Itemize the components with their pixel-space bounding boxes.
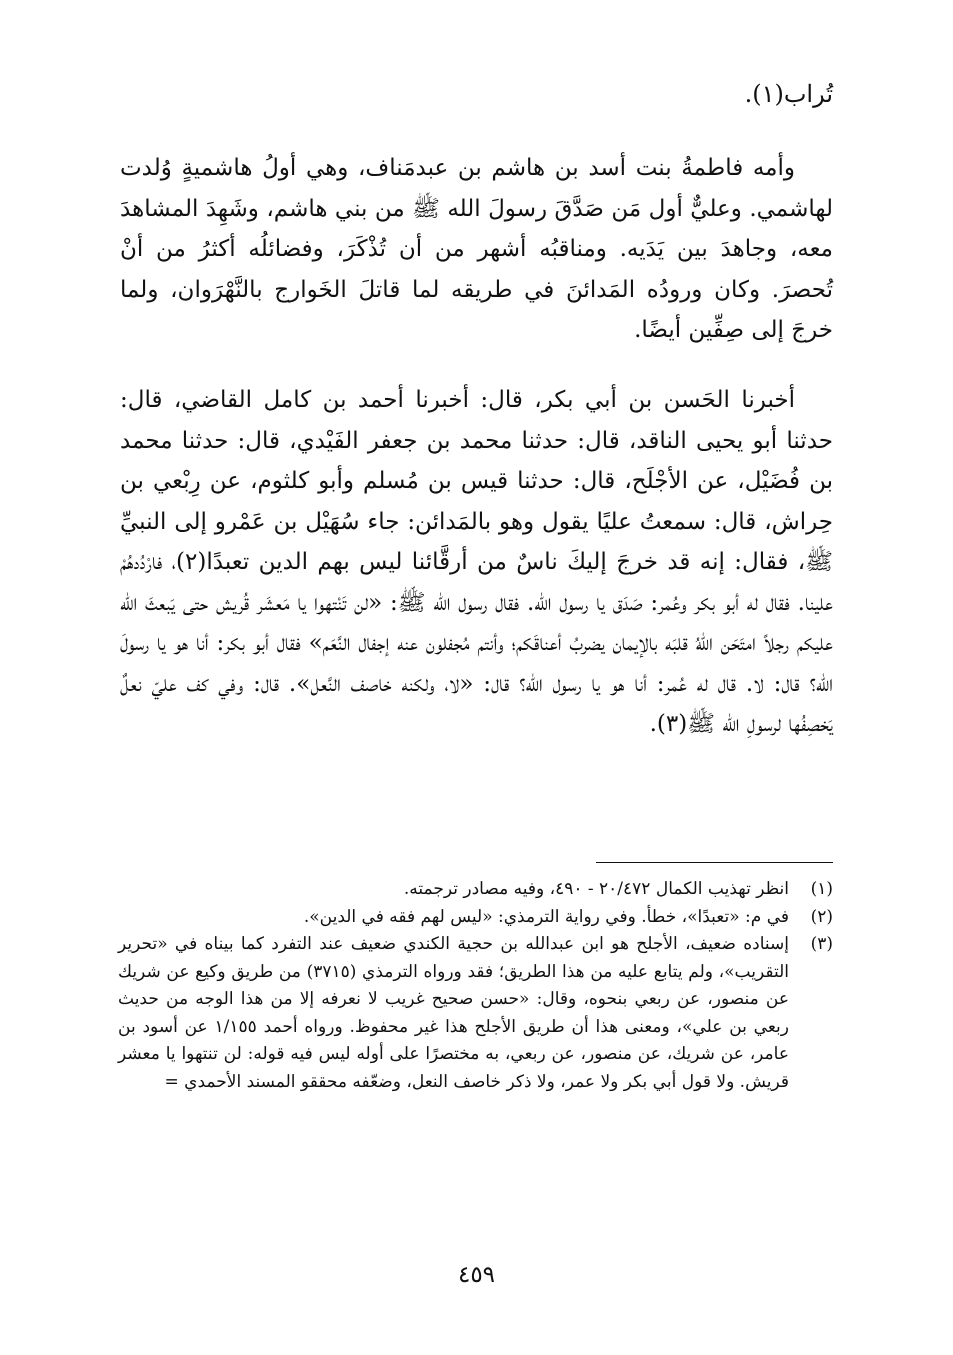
paragraph-1 — [120, 148, 833, 351]
paragraph-2-text: أخبرنا الحَسن بن أبي بكر، قال: أخبرنا أحمد بن كامل القاضي، قال: حدثنا أبو يحيى الناقد، قال: حدثنا محمد بن جعفر الفَيْدي، قال: حدثنا محمد بن فُضَيْل، عن الأجْلَح، قال: حدثنا قيس بن مُسلم وأبو كلثوم، عن رِبْعي بن حِراش، قال: سمعتُ عليًا يقول وهو بالمَدائن: جاء سُهَيْل بن عَمْرو إلى النبيِّ ﷺ، فقال: إنه قد خرجَ إليكَ ناسٌ من أرقَّائنا ليس بهم الدين تعبدًا(٢)، فارْدُدهُمْ علينا. فقال له أبو بكر وعُمر: صَدَق يا رسول الله. فقال رسول الله ﷺ: «لن تَنْتهوا يا مَعشَر قُريش حتى يَبعثَ الله عليكم رجلاً امتَحَن اللهُ قلبَه بالإيمان يضربُ أعناقَكم؛ وأنتم مُجفلون عنه إجفال النَّعَم» فقال أبو بكر: أنا هو يا رسولَ الله؟ قال: لا. قال له عُمر: أنا هو يا رسول الله؟ قال: «لا، ولكنه خاصف النَّعل». قال: وفي كف عليّ نعلٌ يَخصِفُها لرسولِ الله ﷺ(٣). — [120, 387, 834, 737]
footnote-2 — [118, 904, 833, 932]
paragraph-2 — [120, 380, 833, 745]
footnote-text: انظر تهذيب الكمال ٢٠/٤٧٢ - ٤٩٠، وفيه مصادر ترجمته. — [403, 879, 789, 899]
paragraph-1-text: وأمه فاطمةُ بنت أسد بن هاشم بن عبدمَناف، وهي أولُ هاشميةٍ وُلدت لهاشمي. وعليٌّ أول مَن صَدَّقَ رسولَ الله ﷺ من بني هاشم، وشَهِدَ المشاهدَ معه، وجاهدَ بين يَدَيه. ومناقبُه أشهر من أن تُذْكَرَ، وفضائلُه أكثرُ من أنْ تُحصرَ. وكان ورودُه المَدائنَ في طريقه لما قاتلَ الخَوارج بالنَّهْرَوان، ولما خرجَ إلى صِفِّين أيضًا. — [120, 155, 833, 343]
footnote-text: إسناده ضعيف، الأجلح هو ابن عبدالله بن حجية الكندي ضعيف عند التفرد كما بيناه في «تحرير التقريب»، ولم يتابع عليه من هذا الطريق؛ فقد ورواه الترمذي (٣٧١٥) من طريق وكيع عن شريك عن منصور، عن ربعي بنحوه، وقال: «حسن صحيح غريب لا نعرفه إلا من هذا الوجه من حديث ربعي بن علي»، ومعنى هذا أن طريق الأجلح هذا غير محفوظ. ورواه أحمد ١/١٥٥ عن أسود بن عامر، عن شريك، عن منصور، عن ربعي، به مختصرًا على أوله ليس فيه قوله: لن تنتهوا يا معشر قريش. ولا قول أبي بكر ولا عمر، ولا ذكر خاصف النعل، وضعّفه محققو المسند الأحمدي = — [118, 934, 789, 1092]
page-number: ٤٥٩ — [457, 1262, 496, 1288]
footnotes — [118, 876, 833, 1096]
footnote-text: في م: «تعبدًا»، خطأ. وفي رواية الترمذي: «ليس لهم فقه في الدين». — [303, 906, 789, 927]
footnote-number: (٢) — [810, 906, 833, 927]
footnote-number: (٣) — [810, 934, 833, 954]
footnote-number: (١) — [810, 879, 833, 899]
running-title: تُراب(١). — [744, 80, 833, 108]
footnote-3 — [118, 931, 833, 1096]
footnote-divider — [596, 862, 833, 863]
footnote-1 — [118, 876, 833, 904]
